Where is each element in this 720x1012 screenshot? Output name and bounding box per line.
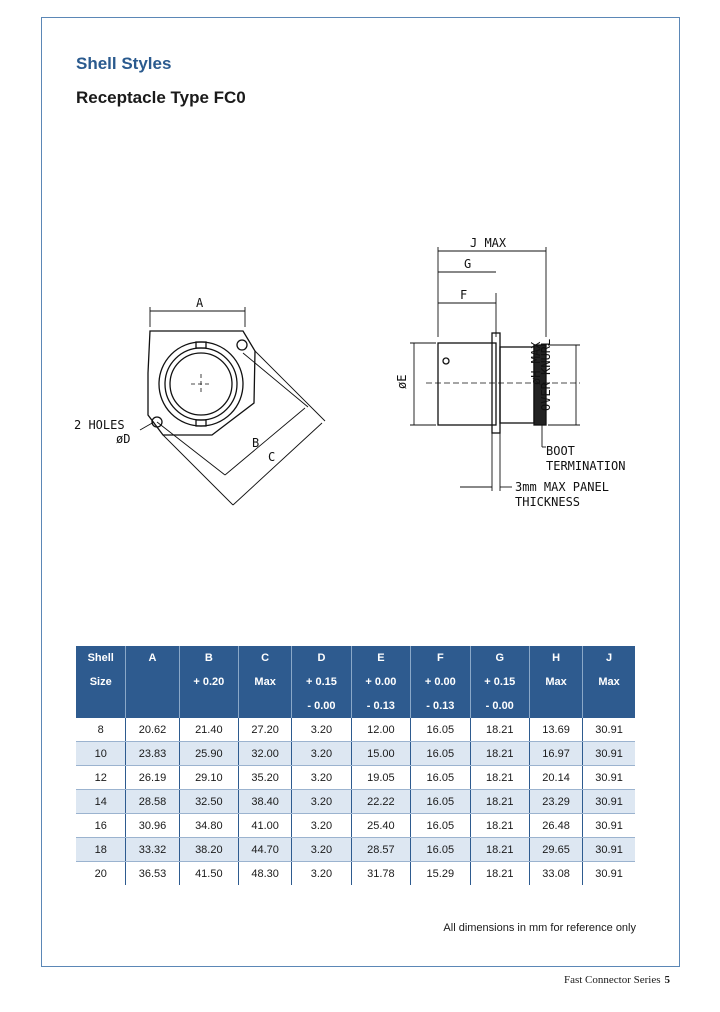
header-cell: + 0.00: [411, 670, 470, 694]
header-cell: E: [351, 646, 410, 670]
header-cell: [76, 694, 126, 718]
table-cell: 30.91: [583, 742, 635, 766]
table-cell: 3.20: [292, 718, 351, 742]
label-f: F: [460, 288, 468, 302]
label-b: B: [252, 436, 260, 450]
table-cell: 29.65: [529, 838, 582, 862]
header-cell: + 0.15: [470, 670, 529, 694]
table-cell: 41.00: [239, 814, 292, 838]
side-body: [438, 343, 496, 425]
table-cell: 30.91: [583, 838, 635, 862]
table-cell: 15.29: [411, 862, 470, 886]
footer-series: Fast Connector Series: [563, 974, 661, 986]
header-row-names: [76, 646, 635, 670]
table-cell: 35.20: [239, 766, 292, 790]
table-cell: 31.78: [351, 862, 410, 886]
header-row-tolerance-upper: [76, 670, 635, 694]
header-cell: [239, 694, 292, 718]
table-cell: 12: [76, 766, 126, 790]
dimensions-table: [76, 646, 635, 885]
table-cell: 23.83: [126, 742, 179, 766]
table-cell: 23.29: [529, 790, 582, 814]
table-cell: 48.30: [239, 862, 292, 886]
table-cell: 20.14: [529, 766, 582, 790]
table-cell: 32.50: [179, 790, 238, 814]
table-cell: 38.40: [239, 790, 292, 814]
table-cell: 3.20: [292, 862, 351, 886]
label-thickness: THICKNESS: [515, 495, 581, 509]
header-cell: - 0.13: [351, 694, 410, 718]
table-cell: 38.20: [179, 838, 238, 862]
table-cell: 16.05: [411, 766, 470, 790]
table-cell: 16.05: [411, 742, 470, 766]
label-h-max: øH MAX: [529, 341, 543, 385]
front-key-top: [196, 342, 206, 348]
table-cell: 22.22: [351, 790, 410, 814]
header-cell: [126, 670, 179, 694]
page-title: Shell Styles: [76, 54, 172, 73]
table-cell: 16: [76, 814, 126, 838]
header-cell: A: [126, 646, 179, 670]
header-cell: Max: [583, 670, 635, 694]
table-row: [76, 718, 635, 742]
front-key-bottom: [196, 420, 206, 426]
table-cell: 3.20: [292, 766, 351, 790]
label-holes: 2 HOLES: [74, 418, 125, 432]
table-cell: 16.05: [411, 814, 470, 838]
header-cell: G: [470, 646, 529, 670]
table-row: [76, 862, 635, 886]
table-cell: 10: [76, 742, 126, 766]
table-cell: 30.91: [583, 814, 635, 838]
table-cell: 3.20: [292, 814, 351, 838]
table-cell: 28.58: [126, 790, 179, 814]
table-cell: 13.69: [529, 718, 582, 742]
table-cell: 14: [76, 790, 126, 814]
table-cell: 25.40: [351, 814, 410, 838]
table-row: [76, 766, 635, 790]
page-number: 5: [664, 974, 670, 986]
header-cell: [583, 694, 635, 718]
table-cell: 3.20: [292, 838, 351, 862]
label-over-knurl: OVER KNURL: [539, 338, 553, 411]
table-cell: 18.21: [470, 790, 529, 814]
table-cell: 32.00: [239, 742, 292, 766]
table-cell: 25.90: [179, 742, 238, 766]
table-cell: 36.53: [126, 862, 179, 886]
header-cell: Max: [239, 670, 292, 694]
table-cell: 18: [76, 838, 126, 862]
header-cell: D: [292, 646, 351, 670]
table-cell: 20: [94, 867, 107, 880]
connector-drawing: [60, 225, 660, 525]
label-termination: TERMINATION: [546, 459, 626, 473]
table-cell: 44.70: [239, 838, 292, 862]
header-cell: - 0.13: [411, 694, 470, 718]
mount-hole-top: [237, 340, 247, 350]
header-cell: C: [239, 646, 292, 670]
table-cell: 16.97: [529, 742, 582, 766]
label-boot: BOOT: [546, 444, 575, 458]
label-c: C: [268, 450, 276, 464]
table-cell: 30.91: [583, 718, 635, 742]
table-cell: 16.05: [411, 790, 470, 814]
table-cell: 19.05: [351, 766, 410, 790]
table-cell: 12.00: [351, 718, 410, 742]
table-cell: 18.21: [470, 766, 529, 790]
table-cell: 27.20: [239, 718, 292, 742]
header-cell: [179, 694, 238, 718]
table-cell: 30.91: [583, 766, 635, 790]
header-cell: - 0.00: [292, 694, 351, 718]
table-cell: 34.80: [179, 814, 238, 838]
table-cell: 3.20: [292, 790, 351, 814]
header-cell: H: [529, 646, 582, 670]
page-footer: [564, 974, 670, 986]
table-cell: 41.50: [179, 862, 238, 886]
table-cell: 3.20: [292, 742, 351, 766]
table-row: [76, 838, 635, 862]
table-cell: 15.00: [351, 742, 410, 766]
table-cell: 20.62: [126, 718, 179, 742]
label-hole-diameter: øD: [116, 432, 131, 446]
label-a: A: [196, 296, 204, 310]
table-row: [76, 742, 635, 766]
header-cell: + 0.15: [292, 670, 351, 694]
table-row: [76, 790, 635, 814]
table-cell: 26.19: [126, 766, 179, 790]
table-cell: 26.48: [529, 814, 582, 838]
table-cell: 21.40: [179, 718, 238, 742]
label-e: øE: [395, 374, 409, 389]
header-cell: F: [411, 646, 470, 670]
table-cell: 33.08: [529, 862, 582, 886]
table-cell: 16.05: [411, 718, 470, 742]
table-cell: 33.32: [126, 838, 179, 862]
table-cell: 30.91: [583, 790, 635, 814]
table-cell: 29.10: [179, 766, 238, 790]
header-cell: + 0.20: [179, 670, 238, 694]
table-row: [76, 814, 635, 838]
page-subtitle: Receptacle Type FC0: [76, 88, 246, 107]
table-cell: 18.21: [470, 814, 529, 838]
table-cell: 30.96: [126, 814, 179, 838]
table-cell: 18.21: [470, 718, 529, 742]
table-cell: 18.21: [470, 838, 529, 862]
table-cell: 18.21: [470, 742, 529, 766]
header-cell: Max: [529, 670, 582, 694]
label-g: G: [464, 257, 472, 271]
header-cell: J: [583, 646, 635, 670]
table-cell: 30.91: [583, 862, 635, 886]
header-cell: + 0.00: [351, 670, 410, 694]
table-cell: 8: [76, 718, 126, 742]
label-panel: 3mm MAX PANEL: [515, 480, 609, 494]
header-cell: Shell: [76, 646, 126, 670]
header-cell: B: [179, 646, 238, 670]
dimensions-note: All dimensions in mm for reference only: [443, 922, 636, 934]
table-cell: 28.57: [351, 838, 410, 862]
table-cell: 18.21: [470, 862, 529, 886]
header-cell: [529, 694, 582, 718]
header-cell: Size: [76, 670, 126, 694]
label-j-max: J MAX: [470, 236, 507, 250]
header-cell: [126, 694, 179, 718]
header-row-tolerance-lower: [76, 694, 635, 718]
header-cell: - 0.00: [470, 694, 529, 718]
table-cell: 16.05: [411, 838, 470, 862]
